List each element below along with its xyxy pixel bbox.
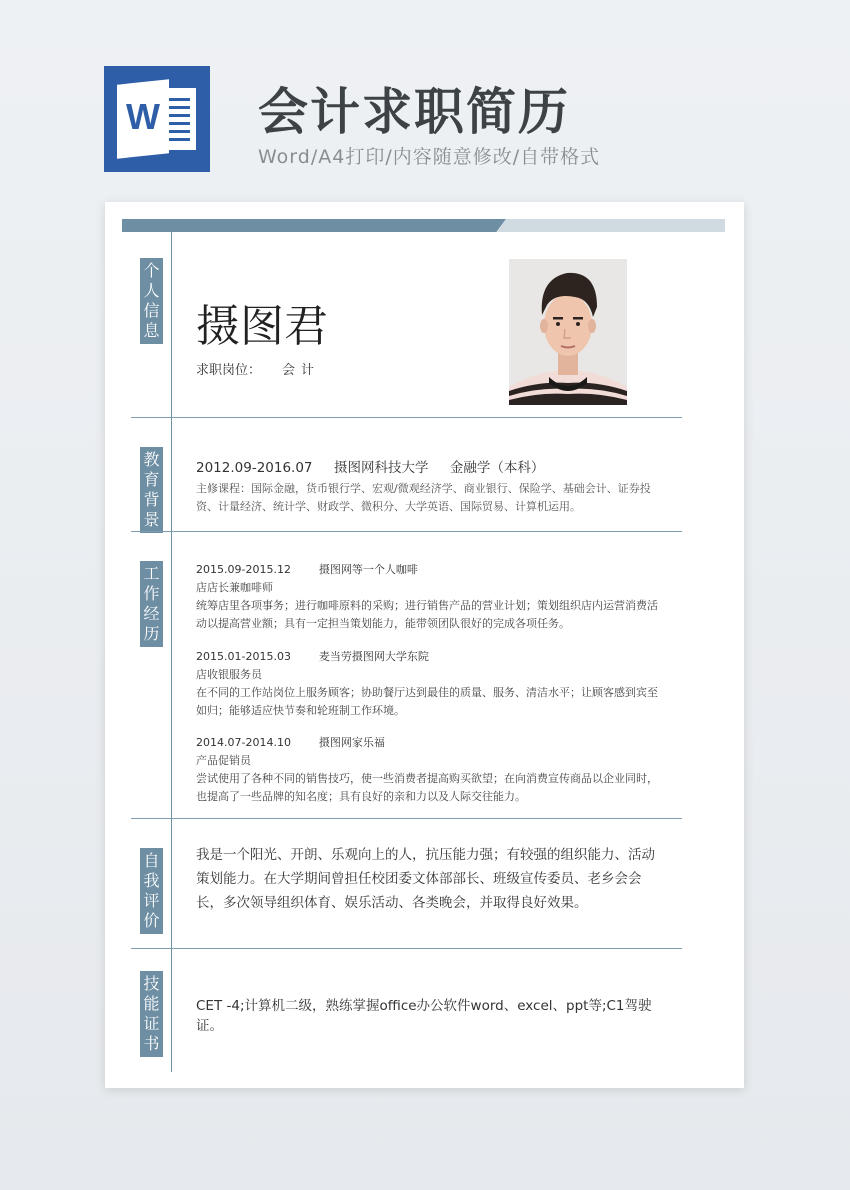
work-entry-description: 尝试使用了各种不同的销售技巧，使一些消费者提高购买欲望；在向消费宣传商品以企业同时，也提高了一些品牌的知名度；具有良好的亲和力以及人际交往能力。	[196, 772, 658, 803]
top-accent-bar	[122, 219, 506, 232]
section-tag-education: 教育背景	[140, 447, 163, 533]
work-entry-header: 2014.07-2014.10 摄图网家乐福	[196, 736, 385, 749]
section-tag-work: 工作经历	[140, 561, 163, 647]
work-entry-description: 在不同的工作站岗位上服务顾客；协助餐厅达到最佳的质量、服务、清洁水平；让顾客感到宾至如归；能够适应快节奏和轮班制工作环境。	[196, 686, 658, 717]
education-header: 2012.09-2016.07 摄图网科技大学 金融学（本科）	[196, 460, 545, 476]
work-entry	[196, 734, 666, 806]
timeline-vertical-line	[171, 232, 172, 1072]
section-divider	[131, 531, 682, 532]
work-entry-description: 统筹店里各项事务；进行咖啡原料的采购；进行销售产品的营业计划；策划组织店内运营消费活动以提高营业额；具有一定担当策划能力，能带领团队很好的完成各项任务。	[196, 599, 658, 630]
work-entry	[196, 561, 666, 633]
resume-paper	[105, 202, 744, 1088]
word-document-icon	[104, 66, 210, 172]
profile-photo	[509, 259, 627, 405]
section-tag-skills: 技能证书	[140, 971, 163, 1057]
work-entry-header: 2015.09-2015.12 摄图网等一个人咖啡	[196, 563, 418, 576]
top-accent-bar-light	[497, 219, 725, 232]
education-courses: 主修课程：国际金融，货币银行学、宏观/微观经济学、商业银行、保险学、基础会计、证券投资、计量经济、统计学、财政学、微积分、大学英语、国际贸易、计算机运用。	[196, 482, 651, 513]
section-divider	[131, 818, 682, 819]
job-post-value: 会计	[282, 363, 321, 378]
self-evaluation-text: 我是一个阳光、开朗、乐观向上的人，抗压能力强；有较强的组织能力、活动策划能力。在大学期间曾担任校团委文体部部长、班级宣传委员、老乡会会长，多次领导组织体育、娱乐活动、各类晚会，并取得良好效果。	[196, 847, 655, 911]
word-letter: W	[126, 96, 160, 137]
candidate-name: 摄图君	[196, 301, 328, 352]
section-divider	[131, 417, 682, 418]
work-entry-role: 店收银服务员	[196, 668, 262, 681]
person-portrait-icon	[509, 259, 627, 405]
section-divider	[131, 948, 682, 949]
job-post-label: 求职岗位：	[196, 363, 262, 378]
work-entry-role: 店店长兼咖啡师	[196, 581, 273, 594]
skills-text: CET -4;计算机二级，熟练掌握office办公软件word、excel、ppt等;C1驾驶证。	[196, 998, 652, 1034]
section-tag-personal: 个人信息	[140, 258, 163, 344]
section-tag-self-evaluation: 自我评价	[140, 848, 163, 934]
work-entry-header: 2015.01-2015.03 麦当劳摄图网大学东院	[196, 650, 429, 663]
page-subtitle: Word/A4打印/内容随意修改/自带格式	[258, 146, 601, 168]
page-title: 会计求职简历	[258, 83, 570, 141]
work-entry-role: 产品促销员	[196, 754, 251, 767]
work-entry	[196, 648, 666, 720]
